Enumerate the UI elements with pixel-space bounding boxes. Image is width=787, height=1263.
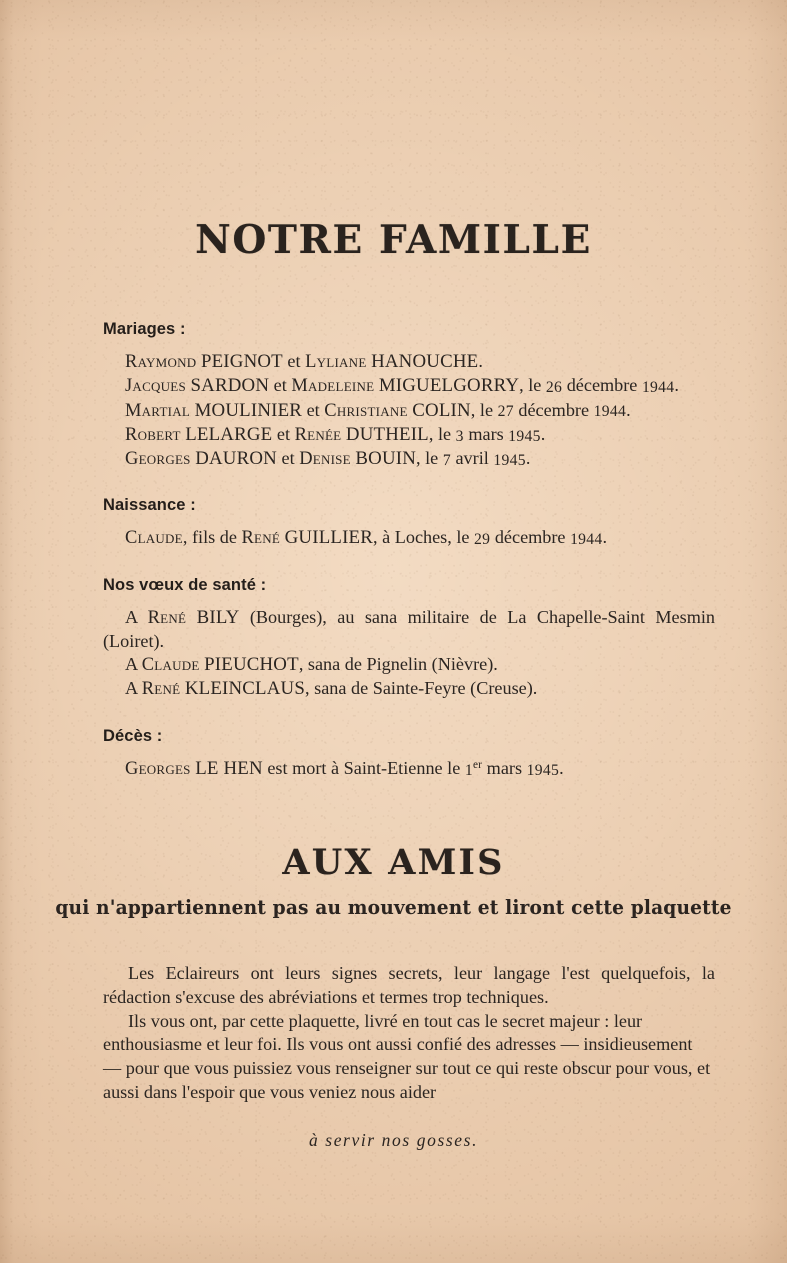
list-item (103, 677, 715, 701)
given-name: René (241, 527, 281, 548)
paragraph: Ils vous ont, par cette plaquette, livré en tout cas le secret majeur : leur enthousiasme et leur foi. Ils vous ont aussi confié des adresses — insidieusement — pour que vous puissiez vous renseigner sur tout ce qui reste obscur pour vous, et aussi dans l'espoir que vous veniez nous aider (103, 1010, 711, 1102)
date-month: décembre (513, 399, 594, 420)
date-month: décembre (490, 527, 571, 548)
date-end: . (674, 375, 679, 396)
list-item (103, 447, 715, 471)
date-day: 27 (497, 403, 514, 421)
family-name: HANOUCHE (371, 351, 479, 373)
voeux-list (103, 606, 715, 702)
date-day: 3 (455, 427, 464, 445)
list-item (103, 350, 715, 374)
family-name: MOULINIER (194, 399, 303, 421)
given-name: Claude (141, 654, 200, 675)
aux-amis-body (0, 918, 787, 1104)
given-name: Martial (125, 399, 191, 420)
date-ordinal-suffix: er (472, 758, 483, 771)
naissance-list (103, 526, 715, 550)
entry-lead: A (125, 654, 142, 675)
given-name: Madeleine (291, 375, 375, 396)
list-item (103, 374, 715, 398)
family-name: DUTHEIL (345, 423, 429, 445)
conjunction: et (306, 399, 320, 420)
date-end: . (525, 447, 531, 468)
date-day: 26 (545, 379, 563, 397)
date-year: 1945 (508, 427, 541, 445)
family-registry (0, 320, 787, 781)
family-name: SARDON (190, 375, 270, 397)
list-item (103, 606, 715, 654)
date-day: 7 (442, 451, 451, 469)
conjunction: et (276, 423, 291, 444)
date-year: 1944 (570, 531, 603, 549)
family-name: PIEUCHOT (204, 654, 299, 676)
page-title: NOTRE FAMILLE (195, 217, 592, 263)
list-item (103, 757, 715, 781)
entry-tail: , le (428, 423, 456, 444)
conjunction: et (273, 375, 287, 396)
section-heading-voeux: Nos vœux de santé : (103, 575, 267, 594)
conjunction: et (281, 447, 295, 468)
entry-rest: , sana de Pignelin (Nièvre). (298, 654, 498, 675)
entry-tail: . (478, 351, 483, 372)
family-name: KLEINCLAUS (184, 678, 306, 700)
child-given-name: Claude (125, 527, 183, 548)
paragraph: Les Eclaireurs ont leurs signes secrets, leur langage l'est quelquefois, la rédaction s'excuse des abréviations et termes trop techniques. (103, 963, 715, 1008)
given-name: Jacques (125, 375, 186, 396)
section-heading-mariages: Mariages : (103, 320, 186, 338)
given-name: Lyliane (305, 351, 367, 372)
entry-mid: est mort à Saint-Etienne le (262, 757, 465, 778)
family-name: GUILLIER (284, 527, 374, 549)
date-end: . (626, 399, 631, 420)
date-ordinal-number: 1 (464, 761, 473, 779)
entry-lead: A (125, 678, 142, 699)
given-name: Georges (125, 757, 191, 778)
entry-tail: , le (519, 375, 546, 396)
given-name: Robert (125, 423, 181, 444)
list-item (103, 423, 715, 447)
date-month: mars (482, 757, 527, 778)
signoff-line: à servir nos gosses. (308, 1130, 479, 1151)
entry-rest: , sana de Sainte-Feyre (Creuse). (305, 678, 538, 699)
conjunction: et (287, 351, 301, 372)
given-name: René (141, 678, 181, 699)
date-end: . (540, 423, 546, 444)
date-year: 1944 (593, 403, 627, 421)
given-name: Raymond (125, 351, 197, 372)
date-year: 1945 (493, 451, 526, 469)
given-name: René (147, 606, 187, 627)
section-heading-deces: Décès : (103, 726, 163, 745)
entry-tail: , le (470, 399, 498, 420)
aux-amis-subtitle: qui n'appartiennent pas au mouvement et liront cette plaquette (55, 895, 732, 919)
entry-tail: , le (416, 447, 443, 468)
family-name: COLIN (412, 399, 471, 421)
deces-list (103, 757, 715, 781)
given-name: Christiane (324, 399, 408, 420)
section-heading-naissance: Naissance : (103, 496, 196, 515)
entry-place: , à Loches, le (373, 527, 475, 548)
date-year: 1945 (526, 761, 560, 779)
list-item (103, 653, 715, 677)
list-item (103, 526, 715, 550)
list-item (103, 399, 715, 423)
family-name: LE HEN (195, 757, 263, 779)
entry-mid: , fils de (182, 527, 242, 548)
date-year: 1944 (641, 379, 675, 397)
family-name: BOUIN (355, 447, 417, 469)
family-name: DAURON (195, 447, 277, 469)
date-month: avril (450, 447, 494, 468)
family-name: BILY (196, 606, 240, 628)
aux-amis-title: AUX AMIS (282, 841, 505, 883)
family-name: MIGUELGORRY (378, 375, 520, 397)
date-day: 29 (474, 531, 491, 549)
family-name: PEIGNOT (200, 351, 283, 373)
family-name: LELARGE (185, 423, 273, 445)
given-name: Denise (299, 447, 351, 468)
date-end: . (559, 757, 564, 778)
given-name: Renée (294, 423, 342, 444)
given-name: Georges (125, 447, 191, 468)
entry-lead: A (125, 606, 148, 627)
mariages-list (103, 350, 715, 471)
date-end: . (602, 527, 608, 548)
date-month: décembre (562, 375, 642, 396)
date-month: mars (463, 423, 509, 444)
entry-rest: (Bourges), au sana militaire de La Chapelle-Saint Mesmin (Loiret). (103, 606, 715, 651)
